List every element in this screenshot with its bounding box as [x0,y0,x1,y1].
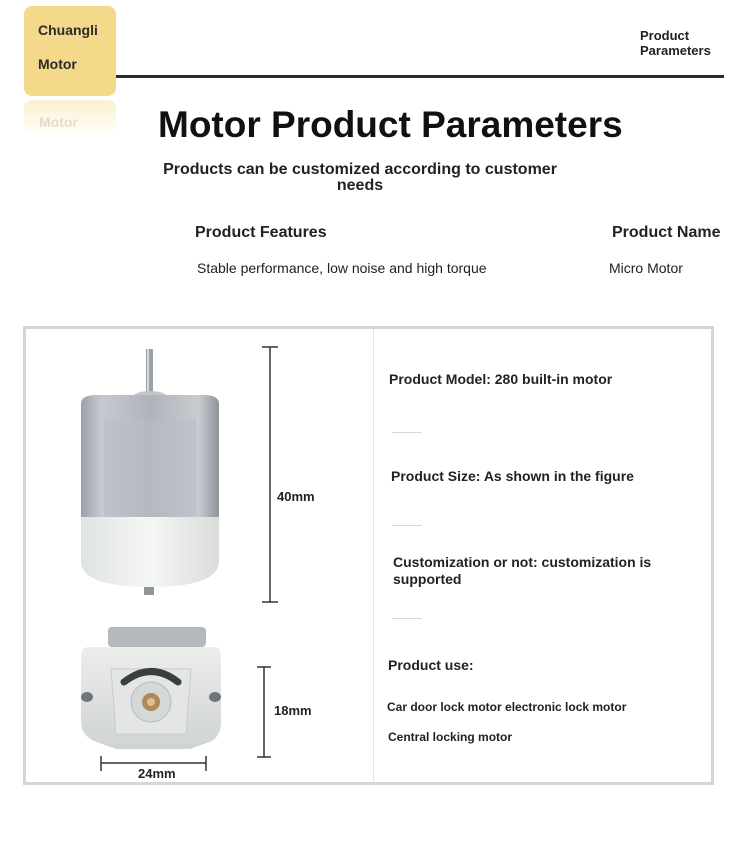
brand-name-line2: Motor [38,56,77,72]
height-dimension-label: 40mm [277,489,315,504]
header-nav-label: Product Parameters [640,28,711,58]
page-subtitle: Products can be customized according to customer needs [163,161,557,194]
motor-shaft [146,349,153,397]
product-name-value: Micro Motor [609,260,683,276]
spec-use-heading: Product use: [388,657,474,673]
width-dimension-label: 24mm [138,766,176,781]
spec-model: Product Model: 280 built-in motor [389,371,613,387]
spec-size: Product Size: As shown in the figure [391,468,634,484]
features-heading: Product Features [195,224,327,241]
spec-separator [392,525,422,526]
depth-dimension-line [257,667,271,757]
depth-dimension-label: 18mm [274,703,312,718]
header-divider [116,75,724,78]
panel-divider [373,329,374,782]
page-title: Motor Product Parameters [158,104,623,145]
brand-name-line1: Chuangli [38,22,98,38]
brand-badge [24,6,116,96]
spec-use-item: Car door lock motor electronic lock motor [387,700,627,714]
motor-end-cap [81,517,219,587]
brand-reflection-text: Motor [39,114,78,130]
height-dimension-line [262,347,278,602]
product-panel [23,326,714,785]
product-name-heading: Product Name [612,224,721,241]
spec-separator [392,432,422,433]
spec-separator [392,618,422,619]
spec-use-item: Central locking motor [388,730,513,744]
spec-customization: Customization or not: customization is supported [393,554,652,587]
motor-end-view [81,627,221,749]
brand-badge-reflection [24,100,116,140]
motor-illustration [26,329,373,782]
features-value: Stable performance, low noise and high torque [197,260,487,276]
